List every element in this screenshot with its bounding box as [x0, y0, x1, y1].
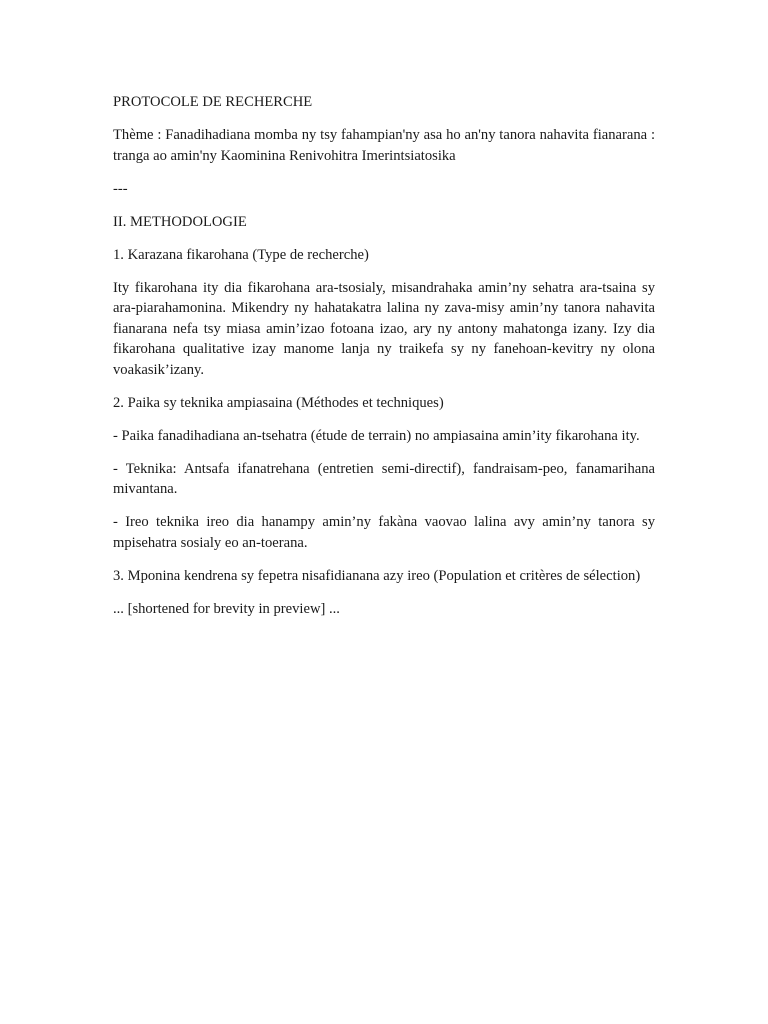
- theme-paragraph: Thème : Fanadihadiana momba ny tsy fahampian'ny asa ho an'ny tanora nahavita fianarana : tranga ao amin'ny Kaominina Renivohitra Imerintsiatosika: [113, 127, 655, 164]
- document-title: PROTOCOLE DE RECHERCHE: [113, 94, 313, 110]
- document-page: [113, 92, 655, 632]
- section-heading-methodologie: II. METHODOLOGIE: [113, 213, 247, 230]
- methodes-item-teknika: - Teknika: Antsafa ifanatrehana (entretien semi-directif), fandraisam-peo, fanamarihana mivantana.: [113, 460, 655, 497]
- subsection-heading-population: 3. Mponina kendrena sy fepetra nisafidianana azy ireo (Population et critères de sélection): [113, 567, 641, 584]
- separator-line: ---: [113, 180, 128, 197]
- methodes-item-vaovao: - Ireo teknika ireo dia hanampy amin’ny fakàna vaovao lalina avy amin’ny tanora sy mpisehatra sosialy eo an-toerana.: [113, 514, 655, 551]
- methodes-item-terrain: - Paika fanadihadiana an-tsehatra (étude de terrain) no ampiasaina amin’ity fikarohana ity.: [113, 427, 640, 444]
- subsection-heading-type-de-recherche: 1. Karazana fikarohana (Type de recherche): [113, 246, 369, 263]
- type-de-recherche-paragraph: Ity fikarohana ity dia fikarohana ara-tsosialy, misandrahaka amin’ny sehatra ara-tsaina sy ara-piarahamonina. Mikendry ny hahatakatra lalina ny zava-misy amin’ny tanora nahavita fianarana nefa tsy miasa amin’izao fotoana izao, ary ny antony mahatonga izany. Izy dia fikarohana qualitative izay manome lanja ny traikefa sy ny fanehoan-kevitry ny olona voakasik’izany.: [113, 279, 655, 378]
- subsection-heading-methodes: 2. Paika sy teknika ampiasaina (Méthodes et techniques): [113, 394, 444, 411]
- preview-truncation-note: ... [shortened for brevity in preview] ...: [113, 600, 340, 617]
